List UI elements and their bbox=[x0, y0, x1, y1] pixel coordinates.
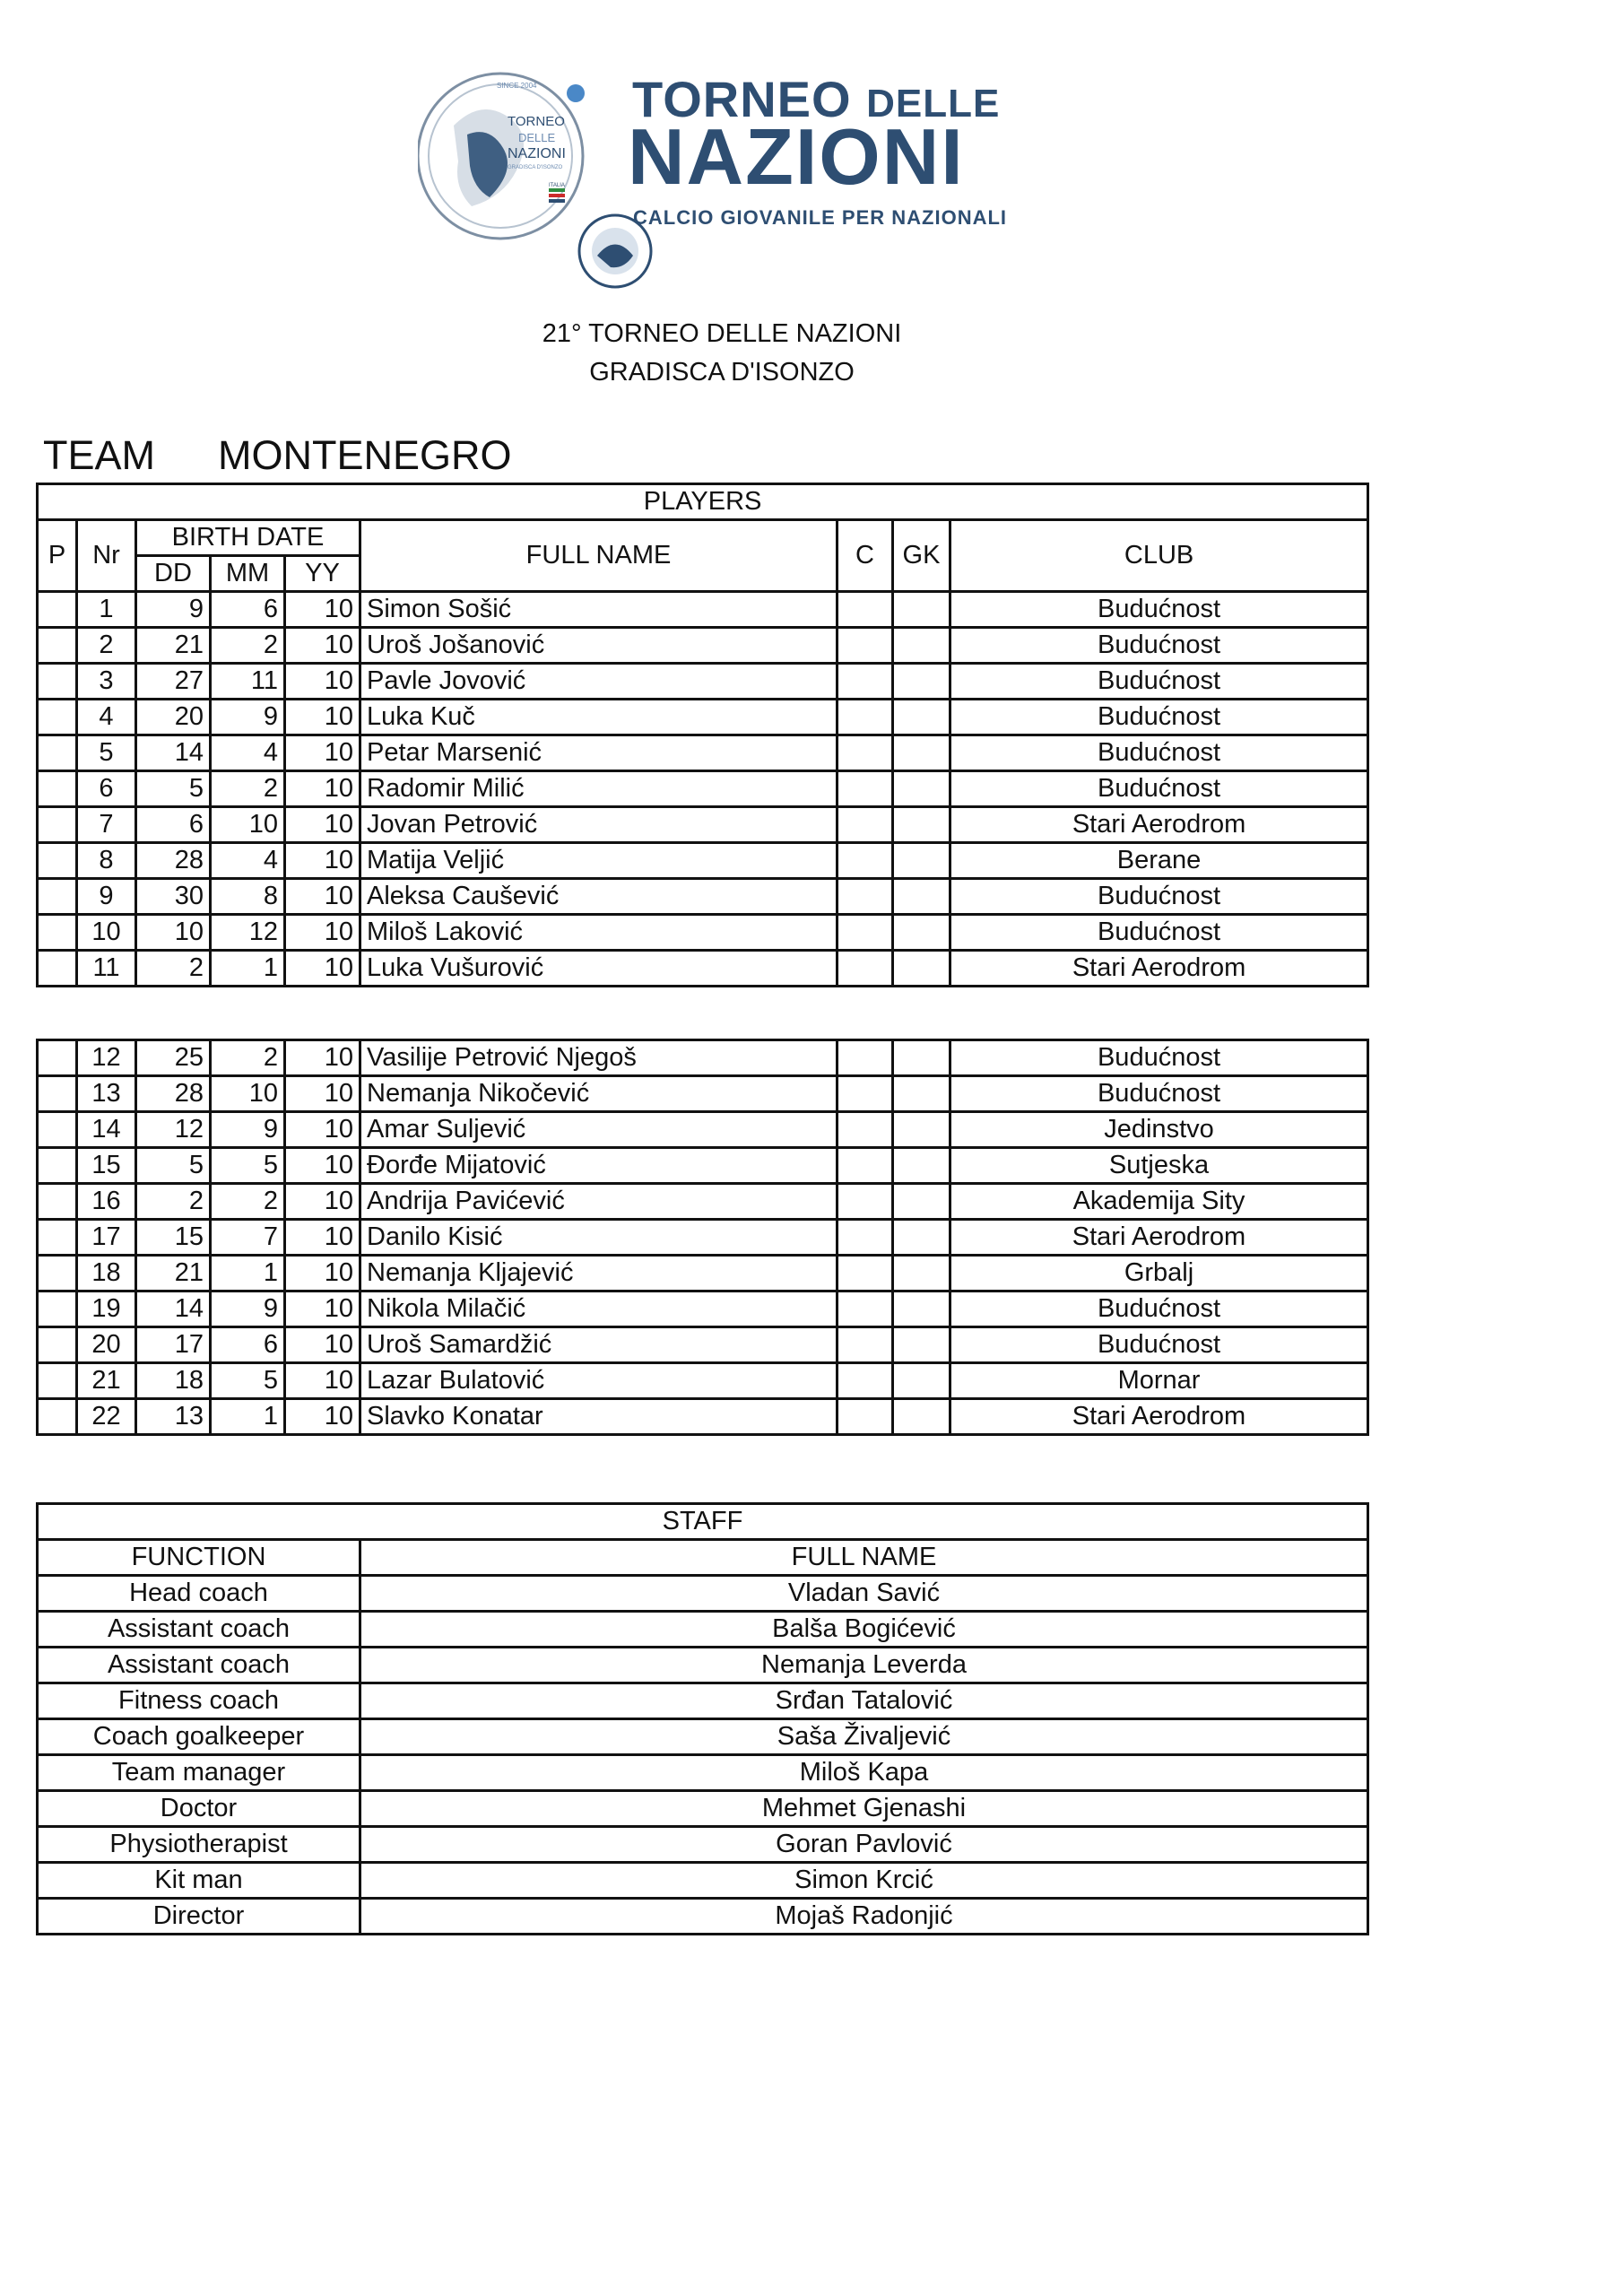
player-p bbox=[38, 1399, 77, 1435]
player-mm: 2 bbox=[211, 628, 285, 664]
player-captain bbox=[838, 1040, 893, 1076]
player-club: Budućnost bbox=[950, 700, 1368, 735]
staff-function: Coach goalkeeper bbox=[38, 1719, 360, 1755]
player-dd: 30 bbox=[136, 879, 211, 915]
header-club: CLUB bbox=[950, 520, 1368, 592]
player-nr: 19 bbox=[77, 1292, 136, 1327]
player-dd: 18 bbox=[136, 1363, 211, 1399]
staff-function: Assistant coach bbox=[38, 1648, 360, 1683]
player-captain bbox=[838, 592, 893, 628]
player-p bbox=[38, 843, 77, 879]
team-label: TEAM bbox=[43, 432, 156, 478]
staff-function: Assistant coach bbox=[38, 1612, 360, 1648]
staff-function: Fitness coach bbox=[38, 1683, 360, 1719]
staff-function: Kit man bbox=[38, 1863, 360, 1899]
player-nr: 4 bbox=[77, 700, 136, 735]
player-gk bbox=[893, 1292, 950, 1327]
player-dd: 14 bbox=[136, 735, 211, 771]
player-mm: 9 bbox=[211, 1112, 285, 1148]
player-p bbox=[38, 1256, 77, 1292]
table-row bbox=[38, 1399, 1368, 1435]
header-mm: MM bbox=[211, 556, 285, 592]
player-captain bbox=[838, 735, 893, 771]
staff-row bbox=[38, 1863, 1368, 1899]
player-name: Simon Sošić bbox=[360, 592, 838, 628]
player-nr: 7 bbox=[77, 807, 136, 843]
staff-row bbox=[38, 1791, 1368, 1827]
player-mm: 5 bbox=[211, 1148, 285, 1184]
player-mm: 2 bbox=[211, 1040, 285, 1076]
player-p bbox=[38, 1220, 77, 1256]
player-mm: 2 bbox=[211, 1184, 285, 1220]
player-nr: 12 bbox=[77, 1040, 136, 1076]
player-name: Matija Veljić bbox=[360, 843, 838, 879]
staff-row bbox=[38, 1827, 1368, 1863]
player-nr: 9 bbox=[77, 879, 136, 915]
event-place: GRADISCA D'ISONZO bbox=[589, 358, 855, 387]
player-name: Slavko Konatar bbox=[360, 1399, 838, 1435]
player-yy: 10 bbox=[285, 915, 360, 951]
table-row bbox=[38, 1148, 1368, 1184]
player-dd: 9 bbox=[136, 592, 211, 628]
player-club: Budućnost bbox=[950, 628, 1368, 664]
staff-function: Team manager bbox=[38, 1755, 360, 1791]
player-captain bbox=[838, 1184, 893, 1220]
player-gk bbox=[893, 1040, 950, 1076]
header-yy: YY bbox=[285, 556, 360, 592]
emblem-place: GRADISCA D'ISONZO bbox=[508, 165, 563, 170]
table-row bbox=[38, 1040, 1368, 1076]
player-dd: 14 bbox=[136, 1292, 211, 1327]
player-yy: 10 bbox=[285, 1327, 360, 1363]
player-gk bbox=[893, 1184, 950, 1220]
player-yy: 10 bbox=[285, 1112, 360, 1148]
table-row bbox=[38, 700, 1368, 735]
player-yy: 10 bbox=[285, 807, 360, 843]
emblem-text-mid: DELLE bbox=[518, 131, 556, 144]
player-mm: 1 bbox=[211, 951, 285, 987]
header-nr: Nr bbox=[77, 520, 136, 592]
player-club: Budućnost bbox=[950, 771, 1368, 807]
player-dd: 20 bbox=[136, 700, 211, 735]
player-p bbox=[38, 1292, 77, 1327]
table-row bbox=[38, 879, 1368, 915]
player-club: Budućnost bbox=[950, 915, 1368, 951]
player-nr: 5 bbox=[77, 735, 136, 771]
player-club: Grbalj bbox=[950, 1256, 1368, 1292]
player-name: Jovan Petrović bbox=[360, 807, 838, 843]
staff-row bbox=[38, 1755, 1368, 1791]
player-name: Vasilije Petrović Njegoš bbox=[360, 1040, 838, 1076]
player-p bbox=[38, 700, 77, 735]
ball-icon bbox=[567, 84, 585, 102]
player-club: Budućnost bbox=[950, 592, 1368, 628]
player-mm: 1 bbox=[211, 1399, 285, 1435]
emblem-text-top: TORNEO bbox=[508, 114, 565, 129]
header-p: P bbox=[38, 520, 77, 592]
player-mm: 8 bbox=[211, 879, 285, 915]
player-club: Budućnost bbox=[950, 1327, 1368, 1363]
player-dd: 15 bbox=[136, 1220, 211, 1256]
player-gk bbox=[893, 1148, 950, 1184]
player-p bbox=[38, 1112, 77, 1148]
player-dd: 27 bbox=[136, 664, 211, 700]
player-nr: 17 bbox=[77, 1220, 136, 1256]
staff-name: Mojaš Radonjić bbox=[360, 1899, 1368, 1935]
player-club: Mornar bbox=[950, 1363, 1368, 1399]
table-row bbox=[38, 1076, 1368, 1112]
player-captain bbox=[838, 1327, 893, 1363]
player-club: Akademija Sity bbox=[950, 1184, 1368, 1220]
staff-row bbox=[38, 1719, 1368, 1755]
player-club: Berane bbox=[950, 843, 1368, 879]
emblem-since: SINCE 2004 bbox=[497, 82, 537, 90]
player-nr: 22 bbox=[77, 1399, 136, 1435]
player-name: Nikola Milačić bbox=[360, 1292, 838, 1327]
staff-name: Mehmet Gjenashi bbox=[360, 1791, 1368, 1827]
table-row bbox=[38, 1363, 1368, 1399]
team-name: MONTENEGRO bbox=[218, 432, 512, 478]
player-gk bbox=[893, 879, 950, 915]
player-captain bbox=[838, 1363, 893, 1399]
player-captain bbox=[838, 879, 893, 915]
player-yy: 10 bbox=[285, 664, 360, 700]
player-yy: 10 bbox=[285, 1040, 360, 1076]
staff-name: Simon Krcić bbox=[360, 1863, 1368, 1899]
header-staff-full-name: FULL NAME bbox=[360, 1540, 1368, 1576]
table-row bbox=[38, 628, 1368, 664]
staff-name: Vladan Savić bbox=[360, 1576, 1368, 1612]
staff-name: Miloš Kapa bbox=[360, 1755, 1368, 1791]
table-row bbox=[38, 1112, 1368, 1148]
player-p bbox=[38, 879, 77, 915]
player-p bbox=[38, 951, 77, 987]
player-gk bbox=[893, 700, 950, 735]
player-yy: 10 bbox=[285, 879, 360, 915]
header-function: FUNCTION bbox=[38, 1540, 360, 1576]
player-club: Budućnost bbox=[950, 664, 1368, 700]
player-mm: 4 bbox=[211, 735, 285, 771]
table-row bbox=[38, 771, 1368, 807]
player-gk bbox=[893, 1220, 950, 1256]
player-yy: 10 bbox=[285, 771, 360, 807]
staff-function: Head coach bbox=[38, 1576, 360, 1612]
player-club: Stari Aerodrom bbox=[950, 951, 1368, 987]
player-nr: 2 bbox=[77, 628, 136, 664]
player-captain bbox=[838, 951, 893, 987]
player-yy: 10 bbox=[285, 843, 360, 879]
player-mm: 7 bbox=[211, 1220, 285, 1256]
flag-stripe-red bbox=[549, 194, 565, 197]
player-gk bbox=[893, 592, 950, 628]
table-row bbox=[38, 1220, 1368, 1256]
player-club: Budućnost bbox=[950, 879, 1368, 915]
player-captain bbox=[838, 771, 893, 807]
player-mm: 9 bbox=[211, 1292, 285, 1327]
player-gk bbox=[893, 771, 950, 807]
player-p bbox=[38, 1327, 77, 1363]
player-yy: 10 bbox=[285, 1399, 360, 1435]
player-p bbox=[38, 1040, 77, 1076]
player-name: Uroš Jošanović bbox=[360, 628, 838, 664]
player-nr: 15 bbox=[77, 1148, 136, 1184]
player-club: Budućnost bbox=[950, 1292, 1368, 1327]
player-name: Andrija Pavićević bbox=[360, 1184, 838, 1220]
flag-stripe-blue bbox=[549, 199, 565, 203]
player-captain bbox=[838, 915, 893, 951]
player-captain bbox=[838, 843, 893, 879]
player-mm: 10 bbox=[211, 807, 285, 843]
player-yy: 10 bbox=[285, 1292, 360, 1327]
player-nr: 14 bbox=[77, 1112, 136, 1148]
player-yy: 10 bbox=[285, 951, 360, 987]
staff-row bbox=[38, 1648, 1368, 1683]
player-dd: 25 bbox=[136, 1040, 211, 1076]
event-title: 21° TORNEO DELLE NAZIONI bbox=[542, 319, 902, 348]
player-nr: 16 bbox=[77, 1184, 136, 1220]
player-mm: 10 bbox=[211, 1076, 285, 1112]
player-gk bbox=[893, 807, 950, 843]
player-name: Luka Vušurović bbox=[360, 951, 838, 987]
player-gk bbox=[893, 1399, 950, 1435]
table-row bbox=[38, 1327, 1368, 1363]
player-gk bbox=[893, 843, 950, 879]
player-yy: 10 bbox=[285, 1148, 360, 1184]
player-gk bbox=[893, 628, 950, 664]
player-gk bbox=[893, 1112, 950, 1148]
player-captain bbox=[838, 1399, 893, 1435]
table-row bbox=[38, 664, 1368, 700]
player-captain bbox=[838, 700, 893, 735]
staff-name: Balša Bogićević bbox=[360, 1612, 1368, 1648]
player-nr: 1 bbox=[77, 592, 136, 628]
player-club: Stari Aerodrom bbox=[950, 1399, 1368, 1435]
player-dd: 5 bbox=[136, 1148, 211, 1184]
player-dd: 28 bbox=[136, 843, 211, 879]
player-name: Miloš Laković bbox=[360, 915, 838, 951]
emblem-text-bot: NAZIONI bbox=[508, 146, 566, 161]
player-nr: 20 bbox=[77, 1327, 136, 1363]
player-nr: 18 bbox=[77, 1256, 136, 1292]
player-dd: 13 bbox=[136, 1399, 211, 1435]
player-captain bbox=[838, 1076, 893, 1112]
emblem-country: ITALIA bbox=[549, 183, 565, 188]
player-captain bbox=[838, 1112, 893, 1148]
player-name: Nemanja Nikočević bbox=[360, 1076, 838, 1112]
staff-table bbox=[36, 1502, 1369, 1935]
header-gk: GK bbox=[893, 520, 950, 592]
player-yy: 10 bbox=[285, 735, 360, 771]
player-name: Danilo Kisić bbox=[360, 1220, 838, 1256]
player-gk bbox=[893, 915, 950, 951]
player-nr: 3 bbox=[77, 664, 136, 700]
player-gk bbox=[893, 1076, 950, 1112]
player-p bbox=[38, 807, 77, 843]
player-dd: 12 bbox=[136, 1112, 211, 1148]
staff-function: Director bbox=[38, 1899, 360, 1935]
player-dd: 2 bbox=[136, 1184, 211, 1220]
staff-row bbox=[38, 1612, 1368, 1648]
player-captain bbox=[838, 807, 893, 843]
player-name: Radomir Milić bbox=[360, 771, 838, 807]
header-dd: DD bbox=[136, 556, 211, 592]
player-mm: 6 bbox=[211, 592, 285, 628]
staff-name: Goran Pavlović bbox=[360, 1827, 1368, 1863]
brand-title-line2: NAZIONI bbox=[628, 112, 965, 201]
table-row bbox=[38, 1256, 1368, 1292]
player-name: Uroš Samardžić bbox=[360, 1327, 838, 1363]
player-captain bbox=[838, 1148, 893, 1184]
player-name: Aleksa Caušević bbox=[360, 879, 838, 915]
player-nr: 21 bbox=[77, 1363, 136, 1399]
player-nr: 8 bbox=[77, 843, 136, 879]
player-p bbox=[38, 915, 77, 951]
staff-row bbox=[38, 1899, 1368, 1935]
player-dd: 10 bbox=[136, 915, 211, 951]
table-row bbox=[38, 915, 1368, 951]
staff-name: Saša Živaljević bbox=[360, 1719, 1368, 1755]
player-dd: 21 bbox=[136, 1256, 211, 1292]
player-p bbox=[38, 1184, 77, 1220]
player-yy: 10 bbox=[285, 1363, 360, 1399]
table-row bbox=[38, 951, 1368, 987]
player-name: Đorđe Mijatović bbox=[360, 1148, 838, 1184]
player-p bbox=[38, 592, 77, 628]
player-p bbox=[38, 628, 77, 664]
flag-stripe-green bbox=[549, 188, 565, 192]
player-club: Sutjeska bbox=[950, 1148, 1368, 1184]
player-captain bbox=[838, 1256, 893, 1292]
player-mm: 9 bbox=[211, 700, 285, 735]
player-dd: 6 bbox=[136, 807, 211, 843]
staff-function: Doctor bbox=[38, 1791, 360, 1827]
staff-row bbox=[38, 1576, 1368, 1612]
player-mm: 1 bbox=[211, 1256, 285, 1292]
player-mm: 4 bbox=[211, 843, 285, 879]
player-p bbox=[38, 664, 77, 700]
table-row bbox=[38, 1184, 1368, 1220]
table-row bbox=[38, 592, 1368, 628]
player-dd: 5 bbox=[136, 771, 211, 807]
player-gk bbox=[893, 735, 950, 771]
player-name: Amar Suljević bbox=[360, 1112, 838, 1148]
player-p bbox=[38, 1148, 77, 1184]
player-p bbox=[38, 735, 77, 771]
player-yy: 10 bbox=[285, 1256, 360, 1292]
player-yy: 10 bbox=[285, 700, 360, 735]
staff-row bbox=[38, 1683, 1368, 1719]
header-full-name: FULL NAME bbox=[360, 520, 838, 592]
player-yy: 10 bbox=[285, 628, 360, 664]
player-club: Stari Aerodrom bbox=[950, 807, 1368, 843]
player-yy: 10 bbox=[285, 1076, 360, 1112]
player-nr: 11 bbox=[77, 951, 136, 987]
players-section-title: PLAYERS bbox=[38, 484, 1368, 520]
player-gk bbox=[893, 1256, 950, 1292]
player-yy: 10 bbox=[285, 1220, 360, 1256]
staff-function: Physiotherapist bbox=[38, 1827, 360, 1863]
player-mm: 12 bbox=[211, 915, 285, 951]
header-birth-date: BIRTH DATE bbox=[136, 520, 360, 556]
players-table bbox=[36, 483, 1369, 987]
player-dd: 2 bbox=[136, 951, 211, 987]
table-row bbox=[38, 843, 1368, 879]
brand-subtitle: CALCIO GIOVANILE PER NAZIONALI bbox=[633, 206, 1008, 229]
player-captain bbox=[838, 664, 893, 700]
staff-name: Nemanja Leverda bbox=[360, 1648, 1368, 1683]
player-p bbox=[38, 771, 77, 807]
player-club: Budućnost bbox=[950, 1076, 1368, 1112]
player-mm: 11 bbox=[211, 664, 285, 700]
player-name: Lazar Bulatović bbox=[360, 1363, 838, 1399]
players-table-continued bbox=[36, 1039, 1369, 1436]
table-row bbox=[38, 735, 1368, 771]
player-captain bbox=[838, 628, 893, 664]
player-yy: 10 bbox=[285, 592, 360, 628]
player-mm: 2 bbox=[211, 771, 285, 807]
player-captain bbox=[838, 1292, 893, 1327]
player-nr: 10 bbox=[77, 915, 136, 951]
player-gk bbox=[893, 664, 950, 700]
player-nr: 6 bbox=[77, 771, 136, 807]
player-name: Petar Marsenić bbox=[360, 735, 838, 771]
player-club: Jedinstvo bbox=[950, 1112, 1368, 1148]
player-gk bbox=[893, 1327, 950, 1363]
staff-section-title: STAFF bbox=[38, 1504, 1368, 1540]
player-p bbox=[38, 1363, 77, 1399]
brand-title-line1: TORNEO DELLE bbox=[632, 71, 1001, 127]
player-club: Budućnost bbox=[950, 1040, 1368, 1076]
player-nr: 13 bbox=[77, 1076, 136, 1112]
player-yy: 10 bbox=[285, 1184, 360, 1220]
player-dd: 17 bbox=[136, 1327, 211, 1363]
player-mm: 5 bbox=[211, 1363, 285, 1399]
table-row bbox=[38, 1292, 1368, 1327]
staff-name: Srđan Tatalović bbox=[360, 1683, 1368, 1719]
player-club: Stari Aerodrom bbox=[950, 1220, 1368, 1256]
player-p bbox=[38, 1076, 77, 1112]
player-mm: 6 bbox=[211, 1327, 285, 1363]
player-name: Pavle Jovović bbox=[360, 664, 838, 700]
player-name: Nemanja Kljajević bbox=[360, 1256, 838, 1292]
player-club: Budućnost bbox=[950, 735, 1368, 771]
table-row bbox=[38, 807, 1368, 843]
header-c: C bbox=[838, 520, 893, 592]
player-dd: 21 bbox=[136, 628, 211, 664]
player-gk bbox=[893, 1363, 950, 1399]
player-name: Luka Kuč bbox=[360, 700, 838, 735]
player-captain bbox=[838, 1220, 893, 1256]
player-gk bbox=[893, 951, 950, 987]
player-dd: 28 bbox=[136, 1076, 211, 1112]
